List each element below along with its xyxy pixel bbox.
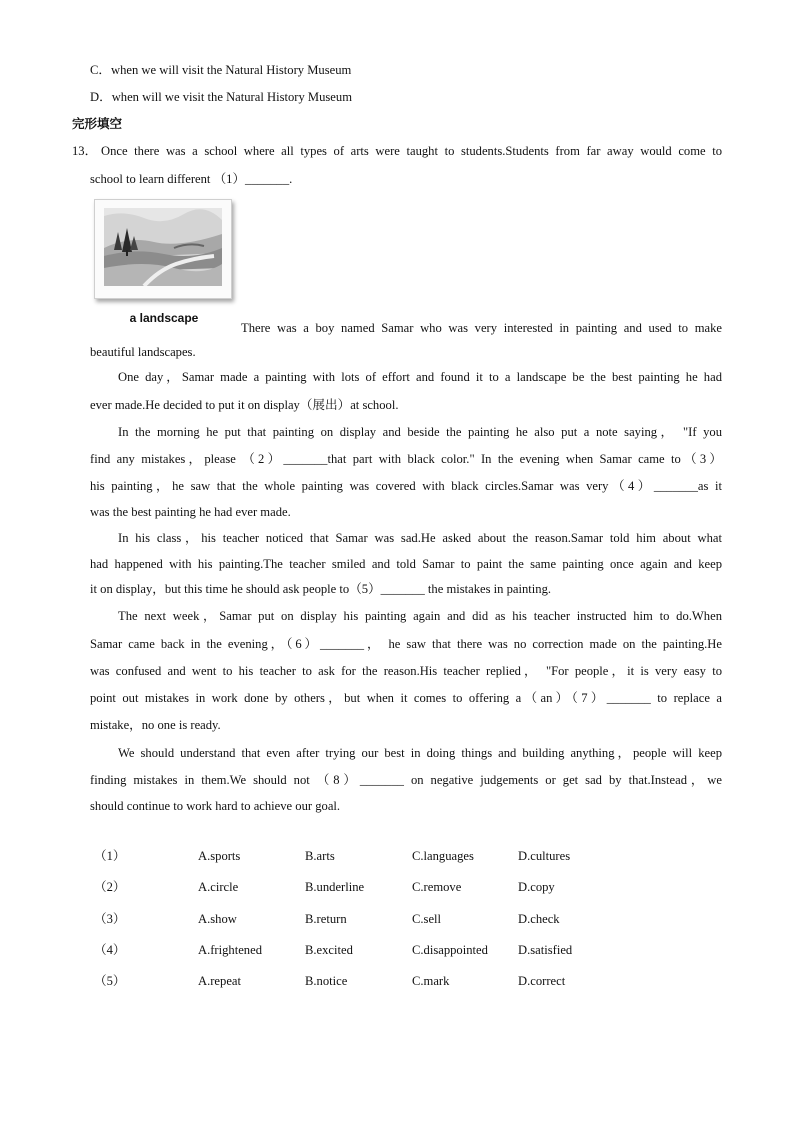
passage-line: In his class，his teacher noticed that Samar was sad.He asked about the reason.Samar told him about what bbox=[118, 531, 722, 545]
option-c[interactable]: C.sell bbox=[412, 912, 442, 926]
option-d[interactable]: D.correct bbox=[518, 974, 566, 988]
option-b[interactable]: B.return bbox=[305, 912, 347, 926]
question-number: 13． bbox=[72, 144, 98, 158]
option-b[interactable]: B.notice bbox=[305, 974, 348, 988]
option-c[interactable]: C.mark bbox=[412, 974, 450, 988]
option-a[interactable]: A.frightened bbox=[198, 943, 262, 957]
option-d[interactable]: D.cultures bbox=[518, 849, 571, 863]
option-a[interactable]: A.repeat bbox=[198, 974, 242, 988]
passage-line: point out mistakes in work done by others，but when it comes to offering a（an）（7）_______ to replace a bbox=[90, 691, 722, 705]
prev-option-d: D．when will we visit the Natural History Museum bbox=[90, 90, 352, 104]
prev-option-c: C．when we will visit the Natural History Museum bbox=[90, 63, 352, 77]
passage-line: ever made.He decided to put it on display（展出）at school. bbox=[90, 398, 399, 412]
passage-line: Samar came back in the evening，（6）_______， he saw that there was no correction made on the painting.He bbox=[90, 637, 722, 651]
option-d[interactable]: D.check bbox=[518, 912, 560, 926]
passage-line: mistake，no one is ready. bbox=[90, 718, 221, 732]
passage-line: We should understand that even after trying our best in doing things and building anything，people will keep bbox=[118, 746, 722, 760]
option-b[interactable]: B.underline bbox=[305, 880, 365, 894]
passage-line: In the morning he put that painting on display and beside the painting he also put a note saying， "If you bbox=[118, 425, 722, 439]
option-b[interactable]: B.excited bbox=[305, 943, 353, 957]
passage-line: There was a boy named Samar who was very interested in painting and used to make bbox=[241, 321, 722, 335]
passage-line: The next week，Samar put on display his painting again and did as his teacher instructed him to do.When bbox=[118, 609, 722, 623]
passage-line: beautiful landscapes. bbox=[90, 345, 196, 359]
option-d[interactable]: D.copy bbox=[518, 880, 555, 894]
option-number: （1） bbox=[94, 849, 126, 863]
passage-line: find any mistakes，please （2）_______that part with black color." In the evening when Samar came to（3） bbox=[90, 452, 722, 466]
passage-line: finding mistakes in them.We should not （8）_______ on negative judgements or get sad by that.Instead，we bbox=[90, 773, 722, 787]
option-d[interactable]: D.satisfied bbox=[518, 943, 573, 957]
option-a[interactable]: A.sports bbox=[198, 849, 241, 863]
passage-line: should continue to work hard to achieve our goal. bbox=[90, 799, 341, 813]
option-number: （2） bbox=[94, 880, 126, 894]
landscape-painting bbox=[104, 208, 222, 286]
figure-caption: a landscape bbox=[129, 311, 199, 325]
passage-line: Once there was a school where all types of arts were taught to students.Students from far away would come to bbox=[101, 144, 722, 158]
option-number: （3） bbox=[94, 912, 126, 926]
option-b[interactable]: B.arts bbox=[305, 849, 335, 863]
option-c[interactable]: C.disappointed bbox=[412, 943, 488, 957]
passage-line: was confused and went to his teacher to ask for the reason.His teacher replied， "For people，it is very easy to bbox=[90, 664, 722, 678]
option-a[interactable]: A.circle bbox=[198, 880, 239, 894]
passage-line: it on display，but this time he should ask people to（5）_______ the mistakes in painting. bbox=[90, 582, 552, 596]
passage-line: his painting，he saw that the whole painting was covered with black circles.Samar was very（4）_______as it bbox=[90, 479, 722, 493]
section-title: 完形填空 bbox=[72, 116, 123, 131]
passage-line: school to learn different （1）_______. bbox=[90, 172, 293, 186]
option-number: （4） bbox=[94, 943, 126, 957]
option-number: （5） bbox=[94, 974, 126, 988]
option-c[interactable]: C.remove bbox=[412, 880, 462, 894]
option-a[interactable]: A.show bbox=[198, 912, 237, 926]
landscape-image bbox=[94, 199, 232, 299]
passage-line: One day，Samar made a painting with lots of effort and found it to a landscape be the best painting he had bbox=[118, 370, 722, 384]
passage-line: was the best painting he had ever made. bbox=[90, 505, 291, 519]
option-c[interactable]: C.languages bbox=[412, 849, 474, 863]
passage-line: had happened with his painting.The teacher smiled and told Samar to paint the same painting once again and keep bbox=[90, 557, 722, 571]
